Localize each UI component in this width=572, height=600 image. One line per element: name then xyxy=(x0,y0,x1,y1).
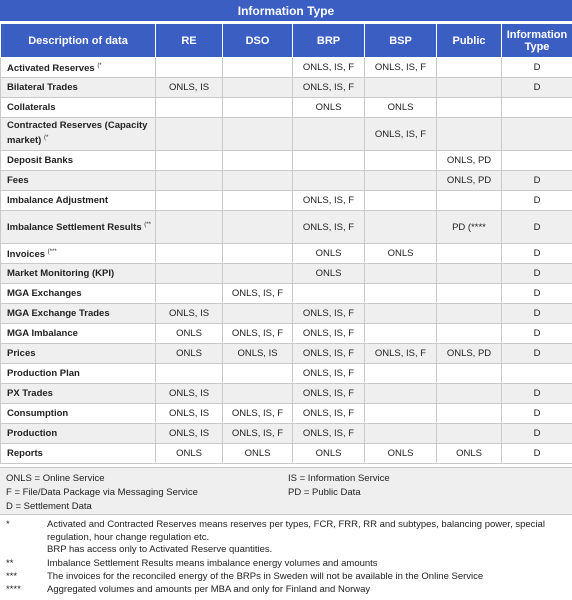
row-description xyxy=(1,364,156,384)
footnote-mark: ** xyxy=(6,558,14,569)
cell-bsp: ONLS, IS, F xyxy=(365,58,437,78)
cell-re: ONLS, IS xyxy=(156,384,223,404)
cell-information-type: D xyxy=(502,58,572,78)
cell-brp: ONLS, IS, F xyxy=(293,324,365,344)
row-description xyxy=(1,118,156,151)
cell-dso: ONLS, IS, F xyxy=(223,404,293,424)
cell-information-type: D xyxy=(502,424,572,444)
row-description-text: MGA Exchanges xyxy=(7,287,82,299)
row-description-text: Production xyxy=(7,427,58,439)
footnote-ref: (** xyxy=(144,222,151,229)
cell-dso: ONLS xyxy=(223,444,293,464)
table-title: Information Type xyxy=(0,0,572,22)
cell-information-type xyxy=(502,98,572,118)
footnote-ref: (*** xyxy=(47,248,57,255)
table-row xyxy=(1,58,572,78)
cell-re xyxy=(156,244,223,264)
row-description-text: Invoices xyxy=(7,249,46,261)
cell-re xyxy=(156,264,223,284)
cell-dso xyxy=(223,58,293,78)
header-bsp: BSP xyxy=(365,24,437,58)
footnotes xyxy=(0,515,572,600)
cell-public xyxy=(437,304,502,324)
cell-public xyxy=(437,284,502,304)
footnote-text: Activated and Contracted Reserves means reserves per types, FCR, FRR, RR and subtypes, balancing power, special regulation, hour change regulation etc. xyxy=(47,519,545,543)
row-description xyxy=(1,284,156,304)
row-description-text: Fees xyxy=(7,174,29,186)
cell-brp: ONLS xyxy=(293,244,365,264)
cell-public: ONLS, PD xyxy=(437,151,502,171)
cell-brp xyxy=(293,118,365,151)
cell-information-type: D xyxy=(502,191,572,211)
footnote-mark: * xyxy=(6,519,10,530)
cell-re: ONLS, IS xyxy=(156,404,223,424)
header-description: Description of data xyxy=(1,24,156,58)
cell-public xyxy=(437,264,502,284)
header-brp: BRP xyxy=(293,24,365,58)
cell-public xyxy=(437,58,502,78)
cell-brp xyxy=(293,171,365,191)
footnote-mark: **** xyxy=(6,584,21,595)
row-description-text: Consumption xyxy=(7,407,69,419)
cell-dso: ONLS, IS, F xyxy=(223,324,293,344)
cell-re xyxy=(156,98,223,118)
row-description xyxy=(1,444,156,464)
header-public: Public xyxy=(437,24,502,58)
table-row xyxy=(1,424,572,444)
legend-is: IS = Information Service xyxy=(288,473,390,484)
cell-bsp xyxy=(365,424,437,444)
cell-re xyxy=(156,58,223,78)
header-row xyxy=(1,24,572,58)
row-description xyxy=(1,58,156,78)
cell-information-type: D xyxy=(502,284,572,304)
row-description-text: MGA Imbalance xyxy=(7,327,78,339)
cell-dso xyxy=(223,244,293,264)
cell-brp: ONLS xyxy=(293,98,365,118)
table-row xyxy=(1,98,572,118)
cell-public xyxy=(437,98,502,118)
cell-dso xyxy=(223,151,293,171)
table-row xyxy=(1,78,572,98)
cell-dso xyxy=(223,118,293,151)
cell-re: ONLS, IS xyxy=(156,304,223,324)
header-re: RE xyxy=(156,24,223,58)
row-description-text: Production Plan xyxy=(7,367,80,379)
row-description xyxy=(1,264,156,284)
table-row xyxy=(1,191,572,211)
header-information-type: Information Type xyxy=(502,24,572,58)
cell-public xyxy=(437,78,502,98)
cell-re xyxy=(156,118,223,151)
footnote-mark: *** xyxy=(6,571,18,582)
cell-brp xyxy=(293,284,365,304)
row-description xyxy=(1,304,156,324)
cell-dso xyxy=(223,304,293,324)
row-description xyxy=(1,98,156,118)
cell-re xyxy=(156,191,223,211)
cell-re: ONLS, IS xyxy=(156,424,223,444)
table-row xyxy=(1,304,572,324)
cell-bsp: ONLS xyxy=(365,98,437,118)
cell-information-type xyxy=(502,151,572,171)
legend-d: D = Settlement Data xyxy=(6,501,92,512)
footnote-text: Imbalance Settlement Results means imbalance energy volumes and amounts xyxy=(47,558,378,569)
cell-information-type xyxy=(502,118,572,151)
legend-pd: PD = Public Data xyxy=(288,487,361,498)
cell-brp: ONLS, IS, F xyxy=(293,304,365,324)
cell-bsp xyxy=(365,404,437,424)
row-description xyxy=(1,384,156,404)
cell-dso xyxy=(223,98,293,118)
table-row xyxy=(1,264,572,284)
cell-bsp xyxy=(365,151,437,171)
cell-bsp xyxy=(365,191,437,211)
row-description-text: PX Trades xyxy=(7,387,53,399)
cell-bsp xyxy=(365,284,437,304)
cell-bsp: ONLS xyxy=(365,444,437,464)
cell-brp: ONLS, IS, F xyxy=(293,424,365,444)
legend xyxy=(0,467,572,515)
row-description-text: Imbalance Settlement Results xyxy=(7,222,142,234)
cell-information-type: D xyxy=(502,344,572,364)
cell-public: ONLS xyxy=(437,444,502,464)
table-row xyxy=(1,444,572,464)
cell-information-type: D xyxy=(502,324,572,344)
cell-public xyxy=(437,424,502,444)
cell-dso: ONLS, IS, F xyxy=(223,284,293,304)
cell-public: ONLS, PD xyxy=(437,344,502,364)
table-row xyxy=(1,151,572,171)
cell-dso xyxy=(223,191,293,211)
cell-public: ONLS, PD xyxy=(437,171,502,191)
cell-information-type: D xyxy=(502,444,572,464)
cell-brp: ONLS xyxy=(293,264,365,284)
cell-dso: ONLS, IS xyxy=(223,344,293,364)
row-description xyxy=(1,78,156,98)
cell-dso xyxy=(223,78,293,98)
cell-re xyxy=(156,151,223,171)
cell-information-type: D xyxy=(502,211,572,244)
legend-f: F = File/Data Package via Messaging Service xyxy=(6,487,198,498)
cell-brp: ONLS, IS, F xyxy=(293,78,365,98)
cell-re xyxy=(156,211,223,244)
cell-re: ONLS xyxy=(156,324,223,344)
row-description-text: Reports xyxy=(7,447,43,459)
table-row xyxy=(1,171,572,191)
row-description xyxy=(1,324,156,344)
row-description-text: Collaterals xyxy=(7,101,56,113)
cell-information-type: D xyxy=(502,264,572,284)
cell-re: ONLS, IS xyxy=(156,78,223,98)
cell-public xyxy=(437,384,502,404)
cell-public xyxy=(437,118,502,151)
table-row xyxy=(1,211,572,244)
footnote-ref: (* xyxy=(43,135,49,142)
row-description-text: Prices xyxy=(7,347,36,359)
information-type-table xyxy=(0,23,572,464)
cell-bsp xyxy=(365,324,437,344)
cell-information-type: D xyxy=(502,78,572,98)
cell-re xyxy=(156,364,223,384)
row-description-text: MGA Exchange Trades xyxy=(7,307,110,319)
table-row xyxy=(1,384,572,404)
cell-brp: ONLS, IS, F xyxy=(293,58,365,78)
cell-bsp: ONLS, IS, F xyxy=(365,118,437,151)
cell-bsp xyxy=(365,78,437,98)
footnote-text: Aggregated volumes and amounts per MBA and only for Finland and Norway xyxy=(47,584,371,595)
row-description xyxy=(1,424,156,444)
cell-brp: ONLS, IS, F xyxy=(293,364,365,384)
cell-bsp: ONLS, IS, F xyxy=(365,344,437,364)
cell-bsp xyxy=(365,171,437,191)
row-description xyxy=(1,171,156,191)
row-description xyxy=(1,404,156,424)
cell-public: PD (**** xyxy=(437,211,502,244)
footnote-ref: (* xyxy=(97,62,102,69)
row-description-text: Deposit Banks xyxy=(7,154,73,166)
cell-bsp xyxy=(365,304,437,324)
cell-dso xyxy=(223,264,293,284)
cell-public xyxy=(437,244,502,264)
row-description xyxy=(1,344,156,364)
cell-brp xyxy=(293,151,365,171)
row-description xyxy=(1,211,156,244)
cell-re: ONLS xyxy=(156,344,223,364)
table-row xyxy=(1,118,572,151)
cell-bsp xyxy=(365,264,437,284)
cell-re xyxy=(156,171,223,191)
table-row xyxy=(1,344,572,364)
cell-dso xyxy=(223,171,293,191)
cell-bsp xyxy=(365,384,437,404)
cell-bsp xyxy=(365,211,437,244)
cell-information-type: D xyxy=(502,304,572,324)
row-description-text: Bilateral Trades xyxy=(7,81,78,93)
cell-dso xyxy=(223,384,293,404)
cell-public xyxy=(437,404,502,424)
row-description-text: Market Monitoring (KPI) xyxy=(7,267,115,279)
row-description-text: Activated Reserves xyxy=(7,63,95,75)
cell-information-type: D xyxy=(502,171,572,191)
cell-public xyxy=(437,191,502,211)
cell-dso xyxy=(223,211,293,244)
table-row xyxy=(1,324,572,344)
cell-brp: ONLS, IS, F xyxy=(293,191,365,211)
table-row xyxy=(1,244,572,264)
cell-information-type: D xyxy=(502,244,572,264)
cell-dso: ONLS, IS, F xyxy=(223,424,293,444)
row-description-text: Imbalance Adjustment xyxy=(7,194,109,206)
table-row xyxy=(1,284,572,304)
cell-re xyxy=(156,284,223,304)
cell-brp: ONLS xyxy=(293,444,365,464)
footnote-text: The invoices for the reconciled energy of the BRPs in Sweden will not be available in the Online Service xyxy=(47,571,484,582)
cell-dso xyxy=(223,364,293,384)
footnote-text: BRP has access only to Activated Reserve quantities. xyxy=(47,544,273,555)
cell-bsp xyxy=(365,364,437,384)
legend-onls: ONLS = Online Service xyxy=(6,473,105,484)
cell-brp: ONLS, IS, F xyxy=(293,404,365,424)
cell-public xyxy=(437,364,502,384)
cell-information-type: D xyxy=(502,404,572,424)
table-row xyxy=(1,364,572,384)
row-description xyxy=(1,191,156,211)
row-description xyxy=(1,151,156,171)
row-description xyxy=(1,244,156,264)
cell-information-type xyxy=(502,364,572,384)
table-row xyxy=(1,404,572,424)
cell-re: ONLS xyxy=(156,444,223,464)
cell-brp: ONLS, IS, F xyxy=(293,344,365,364)
cell-bsp: ONLS xyxy=(365,244,437,264)
row-description-text: Contracted Reserves (Capacity market) xyxy=(7,120,148,147)
cell-brp: ONLS, IS, F xyxy=(293,384,365,404)
cell-information-type: D xyxy=(502,384,572,404)
table-body xyxy=(1,58,572,464)
cell-brp: ONLS, IS, F xyxy=(293,211,365,244)
header-dso: DSO xyxy=(223,24,293,58)
cell-public xyxy=(437,324,502,344)
